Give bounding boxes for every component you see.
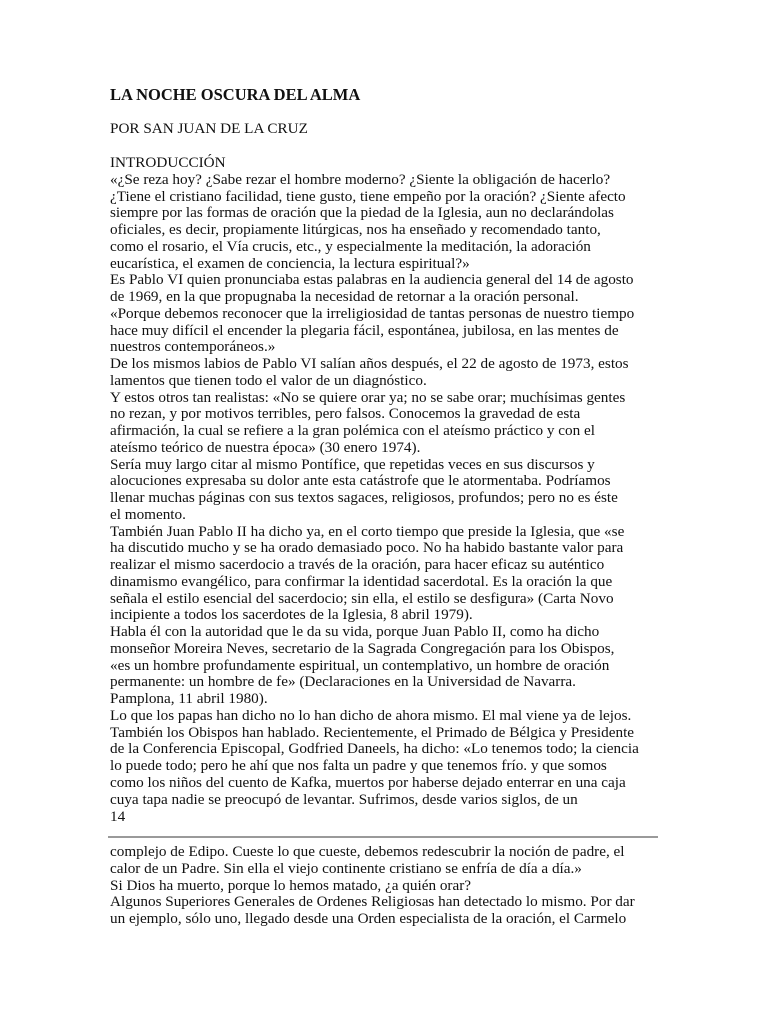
text-line: nuestros contemporáneos.» (110, 338, 276, 356)
text-line: un ejemplo, sólo uno, llegado desde una Orden especialista de la oración, el Carmelo (110, 910, 627, 927)
text-line: Es Pablo VI quien pronunciaba estas palabras en la audiencia general del 14 de agosto (110, 271, 634, 289)
text-line: «Porque debemos reconocer que la irreligiosidad de tantas personas de nuestro tiempo (110, 304, 635, 322)
text-line: de la Conferencia Episcopal, Godfried Daneels, ha dicho: «Lo tenemos todo; la ciencia (110, 740, 639, 758)
text-line: ateísmo teórico de nuestra época» (30 enero 1974). (110, 438, 421, 456)
text-line: De los mismos labios de Pablo VI salían años después, el 22 de agosto de 1973, estos (110, 355, 629, 372)
text-line: llenar muchas páginas con sus textos sagaces, religiosos, profundos; pero no es éste (110, 489, 618, 506)
text-line: Pamplona, 11 abril 1980). (110, 690, 268, 707)
text-line: eucarística, el examen de conciencia, la lectura espiritual?» (110, 254, 470, 272)
document-author: POR SAN JUAN DE LA CRUZ (110, 120, 308, 137)
text-line: afirmación, la cual se refiere a la gran polémica con el ateísmo práctico y con el (110, 422, 595, 439)
text-line: cuya tapa nadie se preocupó de levantar. Sufrimos, desde varios siglos, de un (110, 790, 578, 808)
text-line: Lo que los papas han dicho no lo han dicho de ahora mismo. El mal viene ya de lejos. (110, 706, 632, 724)
text-line: Habla él con la autoridad que le da su vida, porque Juan Pablo II, como ha dicho (110, 623, 600, 640)
text-line: señala el estilo esencial del sacerdocio; sin ella, el estilo se desfigura» (Carta Novo (110, 589, 614, 607)
text-line: «es un hombre profundamente espiritual, un contemplativo, un hombre de oración (110, 656, 610, 674)
text-line: hace muy difícil el encender la plegaria fácil, espontánea, jubilosa, en las mentes de (110, 321, 619, 339)
text-line: siempre por las formas de oración que la piedad de la Iglesia, aun no declarándolas (110, 204, 614, 222)
text-line: Sería muy largo citar al mismo Pontífice, que repetidas veces en sus discursos y (110, 455, 595, 473)
page-body-first (110, 155, 639, 808)
text-line: como el rosario, el Vía crucis, etc., y especialmente la meditación, la adoración (110, 237, 591, 255)
text-line: no rezan, y por motivos terribles, pero falsos. Conocemos la gravedad de esta (110, 405, 581, 423)
document-title: LA NOCHE OSCURA DEL ALMA (110, 85, 361, 104)
text-line: permanente: un hombre de fe» (Declaraciones en la Universidad de Navarra. (110, 673, 576, 691)
text-line: Algunos Superiores Generales de Ordenes Religiosas han detectado lo mismo. Por dar (110, 893, 635, 911)
text-line: dinamismo evangélico, para confirmar la identidad sacerdotal. Es la oración la que (110, 572, 613, 590)
text-line: También Juan Pablo II ha dicho ya, en el corto tiempo que preside la Iglesia, que «se (110, 522, 625, 540)
text-line: Y estos otros tan realistas: «No se quiere orar ya; no se sabe orar; muchísimas gentes (110, 388, 626, 406)
text-line: oficiales, es decir, propiamente litúrgicas, nos ha enseñado y recomendado tanto, (110, 221, 601, 238)
text-line: complejo de Edipo. Cueste lo que cueste, debemos redescubrir la noción de padre, el (110, 843, 625, 860)
text-line: alocuciones expresaba su dolor ante esta catástrofe que le atormentaba. Podríamos (110, 472, 611, 490)
text-line: lo puede todo; pero he ahí que nos falta un padre y que tenemos frío. y que somos (110, 757, 607, 774)
page-separator (108, 836, 658, 838)
page-body-second (110, 844, 635, 928)
text-line: Si Dios ha muerto, porque lo hemos matado, ¿a quién orar? (110, 876, 472, 894)
text-line: INTRODUCCIÓN (110, 154, 226, 171)
text-line: También los Obispos han hablado. Recientemente, el Primado de Bélgica y Presidente (110, 723, 635, 741)
text-line: «¿Se reza hoy? ¿Sabe rezar el hombre moderno? ¿Siente la obligación de hacerlo? (110, 170, 611, 188)
text-line: el momento. (110, 505, 186, 523)
text-line: ¿Tiene el cristiano facilidad, tiene gusto, tiene empeño por la oración? ¿Siente afecto (110, 187, 626, 205)
text-line: realizar el mismo sacerdocio a través de la oración, para hacer eficaz su auténtico (110, 556, 605, 573)
text-line: lamentos que tienen todo el valor de un diagnóstico. (110, 371, 427, 389)
page-number: 14 (110, 808, 126, 825)
text-line: monseñor Moreira Neves, secretario de la Sagrada Congregación para los Obispos, (110, 639, 615, 657)
text-line: calor de un Padre. Sin ella el viejo continente cristiano se enfría de día a día.» (110, 859, 582, 877)
text-line: incipiente a todos los sacerdotes de la Iglesia, 8 abril 1979). (110, 606, 473, 624)
text-line: ha discutido mucho y se ha orado demasiado poco. No ha habido bastante valor para (110, 539, 624, 557)
text-line: de 1969, en la que propugnaba la necesidad de retornar a la oración personal. (110, 288, 579, 305)
text-line: como los niños del cuento de Kafka, muertos por haberse dejado enterrar en una caja (110, 773, 626, 791)
